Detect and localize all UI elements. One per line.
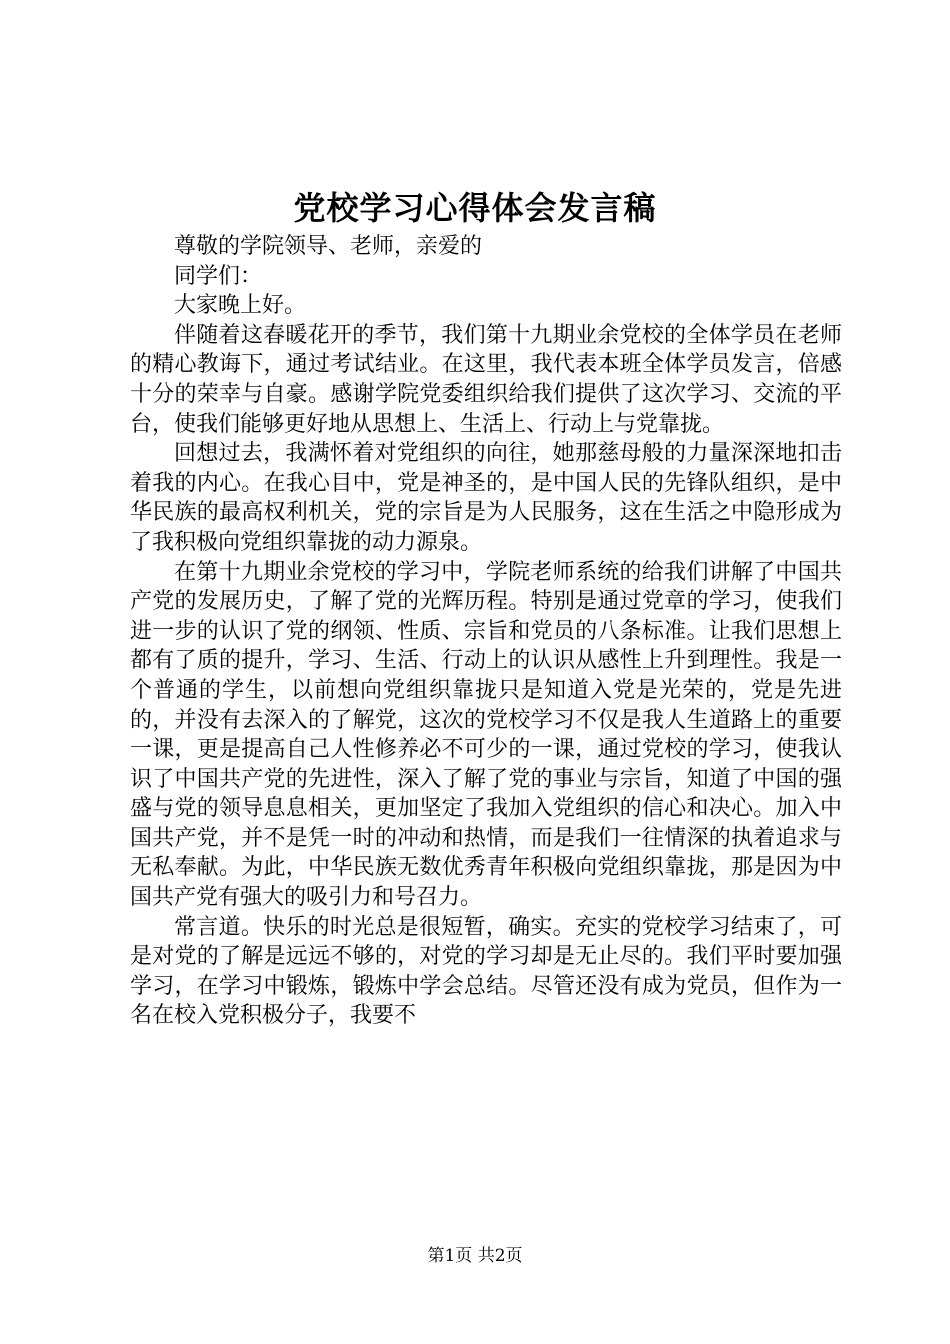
document-body bbox=[130, 232, 842, 1031]
page-number-footer: 第1页 共2页 bbox=[427, 1246, 523, 1266]
document-title: 党校学习心得体会发言稿 bbox=[293, 189, 657, 227]
greeting: 大家晚上好。 bbox=[174, 293, 307, 319]
body-paragraph-3: 在第十九期业余党校的学习中，学院老师系统的给我们讲解了中国共产党的发展历史，了解了党的光辉历程。特别是通过党章的学习，使我们进一步的认识了党的纲领、性质、宗旨和党员的八条标准。让我们思想上都有了质的提升，学习、生活、行动上的认识从感性上升到理性。我是一个普通的学生，以前想向党组织靠拢只是知道入党是光荣的，党是先进的，并没有去深入的了解党，这次的党校学习不仅是我人生道路上的重要一课，更是提高自己人性修养必不可少的一课，通过党校的学习，使我认识了中国共产党的先进性，深入了解了党的事业与宗旨，知道了中国的强盛与党的领导息息相关，更加坚定了我加入党组织的信心和决心。加入中国共产党，并不是凭一时的冲动和热情，而是我们一往情深的执着追求与无私奉献。为此，中华民族无数优秀青年积极向党组织靠拢，那是因为中国共产党有强大的吸引力和号召力。 bbox=[130, 559, 842, 911]
body-paragraph-4: 常言道。快乐的时光总是很短暂，确实。充实的党校学习结束了，可是对党的了解是远远不够的，对党的学习却是无止尽的。我们平时要加强学习，在学习中锻炼，锻炼中学会总结。尽管还没有成为党员，但作为一名在校入党积极分子，我要不 bbox=[130, 914, 842, 1029]
body-paragraph-2: 回想过去，我满怀着对党组织的向往，她那慈母般的力量深深地扣击着我的内心。在我心目中，党是神圣的，是中国人民的先锋队组织，是中华民族的最高权利机关，党的宗旨是为人民服务，这在生活之中隐形成为了我积极向党组织靠拢的动力源泉。 bbox=[130, 441, 842, 555]
body-paragraph-1: 伴随着这春暖花开的季节，我们第十九期业余党校的全体学员在老师的精心教诲下，通过考试结业。在这里，我代表本班全体学员发言，倍感十分的荣幸与自豪。感谢学院党委组织给我们提供了这次学习、交流的平台，使我们能够更好地从思想上、生活上、行动上与党靠拢。 bbox=[130, 322, 842, 437]
salutation-line-2: 同学们： bbox=[174, 263, 263, 289]
salutation-line-1: 尊敬的学院领导、老师，亲爱的 bbox=[174, 234, 483, 259]
